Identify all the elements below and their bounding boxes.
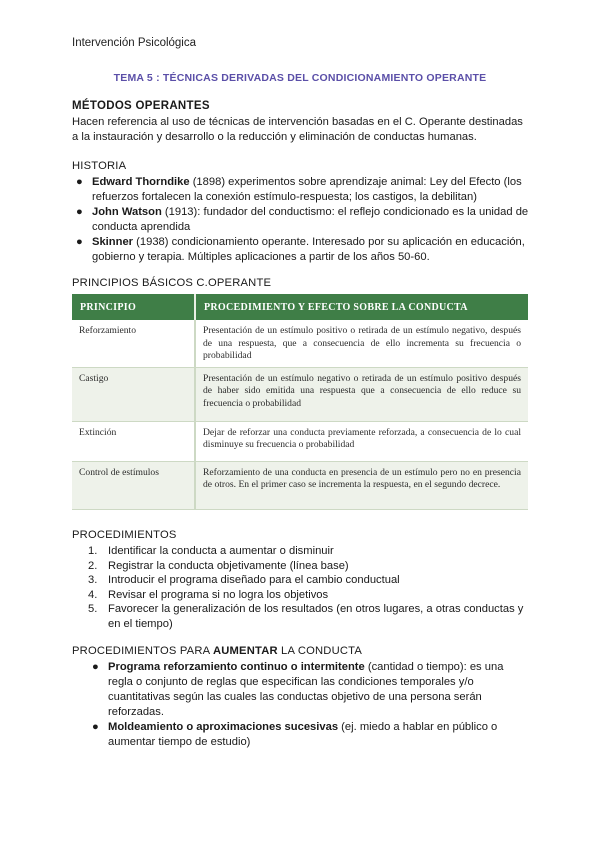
list-item (72, 175, 532, 205)
aumentar-list (88, 660, 528, 750)
aumentar-item-name: Moldeamiento o aproximaciones sucesivas (108, 721, 339, 733)
table-row (72, 367, 528, 421)
list-item (88, 720, 528, 750)
aumentar-item-text: (ej. miedo a hablar en público o aumentar tiempo de estudio) (108, 721, 498, 748)
aumentar-item-text: (cantidad o tiempo): es una regla o conjunto de reglas que especifican las condiciones temporales y/o cuantitativas según las cuales las conductas objetivo de una persona serán reforzadas. (108, 661, 504, 718)
list-item (88, 660, 528, 720)
list-item (72, 205, 532, 235)
procedimiento-text: Introducir el programa diseñado para el cambio conductual (108, 574, 400, 587)
historia-item-text: (1913): fundador del conductismo: el reflejo condicionado es la unidad de conducta aprendida (92, 206, 529, 233)
list-item (72, 235, 532, 265)
metodos-text: Hacen referencia al uso de técnicas de intervención basadas en el C. Operante destinadas a la instauración y desarrollo o la reducción y eliminación de conductas humanas. (72, 116, 523, 143)
procedimientos-list (88, 544, 528, 632)
table-header-row (72, 294, 528, 320)
page-header: Intervención Psicológica (72, 37, 197, 49)
aumentar-heading: PROCEDIMIENTOS PARA AUMENTAR LA CONDUCTA (72, 645, 362, 657)
principios-table (72, 294, 528, 510)
table-row (72, 421, 528, 461)
procedimiento-text: Favorecer la generalización de los resultados (en otros lugares, a otras conductas y en el tiempo) (108, 603, 524, 630)
table-cell-efecto: Presentación de un estímulo negativo o retirada de un estímulo positivo después de haber sido emitida una respuesta que a consecuencia de ello reduce su frecuencia o probabilidad (195, 367, 528, 421)
historia-item-name: Skinner (92, 236, 134, 248)
bullet-icon: ● (92, 661, 99, 673)
historia-list (72, 175, 532, 265)
bullet-icon: ● (76, 236, 83, 248)
procedimiento-text: Identificar la conducta a aumentar o disminuir (108, 545, 334, 557)
table-cell-principio: Extinción (72, 421, 195, 461)
historia-heading: HISTORIA (72, 160, 127, 172)
metodos-heading: MÉTODOS OPERANTES (72, 100, 210, 112)
table-cell-principio: Castigo (72, 367, 195, 421)
table-cell-principio: Control de estímulos (72, 461, 195, 509)
bullet-icon: ● (92, 721, 99, 733)
historia-item-name: Edward Thorndike (92, 176, 190, 188)
bullet-icon: ● (76, 176, 83, 188)
table-row (72, 320, 528, 367)
list-item: 3. Introducir el programa diseñado para el cambio conductual (88, 574, 400, 587)
historia-item-name: John Watson (92, 206, 162, 218)
table-cell-efecto: Dejar de reforzar una conducta previamente reforzada, a consecuencia de lo cual disminuye su frecuencia o probabilidad (195, 421, 528, 461)
list-item: 4. Revisar el programa si no logra los objetivos (88, 588, 329, 601)
bullet-icon: ● (76, 206, 83, 218)
table-cell-efecto: Reforzamiento de una conducta en presencia de un estímulo pero no en presencia de otros. En el primer caso se incrementa la respuesta, en el segundo decrece. (195, 461, 528, 509)
procedimiento-text: Revisar el programa si no logra los objetivos (108, 588, 329, 601)
list-item: 5. Favorecer la generalización de los resultados (en otros lugares, a otras conductas y en el tiempo) (88, 603, 524, 630)
principios-heading: PRINCIPIOS BÁSICOS C.OPERANTE (72, 277, 272, 289)
historia-item-text: (1898) experimentos sobre aprendizaje animal: Ley del Efecto (los refuerzos fortalecen la conexión estímulo-respuesta; los castigos, la debilitan) (92, 176, 522, 203)
table-cell-principio: Reforzamiento (72, 320, 195, 367)
column-header: PROCEDIMIENTO Y EFECTO SOBRE LA CONDUCTA (195, 294, 528, 320)
table-cell-efecto: Presentación de un estímulo positivo o retirada de un estímulo negativo, después de una respuesta, que a consecuencia de ello incrementa su frecuencia o probabilidad (195, 320, 528, 367)
column-header: PRINCIPIO (72, 294, 195, 320)
list-item: 2. Registrar la conducta objetivamente (línea base) (88, 559, 349, 572)
table-row (72, 461, 528, 509)
historia-item-text: (1938) condicionamiento operante. Interesado por su aplicación en educación, gobierno y terapia. Múltiples aplicaciones a partir de los años 50-60. (92, 236, 525, 263)
procedimientos-heading: PROCEDIMIENTOS (72, 529, 177, 541)
document-title: TEMA 5 : TÉCNICAS DERIVADAS DEL CONDICIONAMIENTO OPERANTE (113, 72, 487, 84)
aumentar-item-name: Programa reforzamiento continuo o intermitente (108, 661, 365, 673)
procedimiento-text: Registrar la conducta objetivamente (línea base) (108, 559, 349, 572)
list-item: 1. Identificar la conducta a aumentar o disminuir (88, 545, 334, 557)
